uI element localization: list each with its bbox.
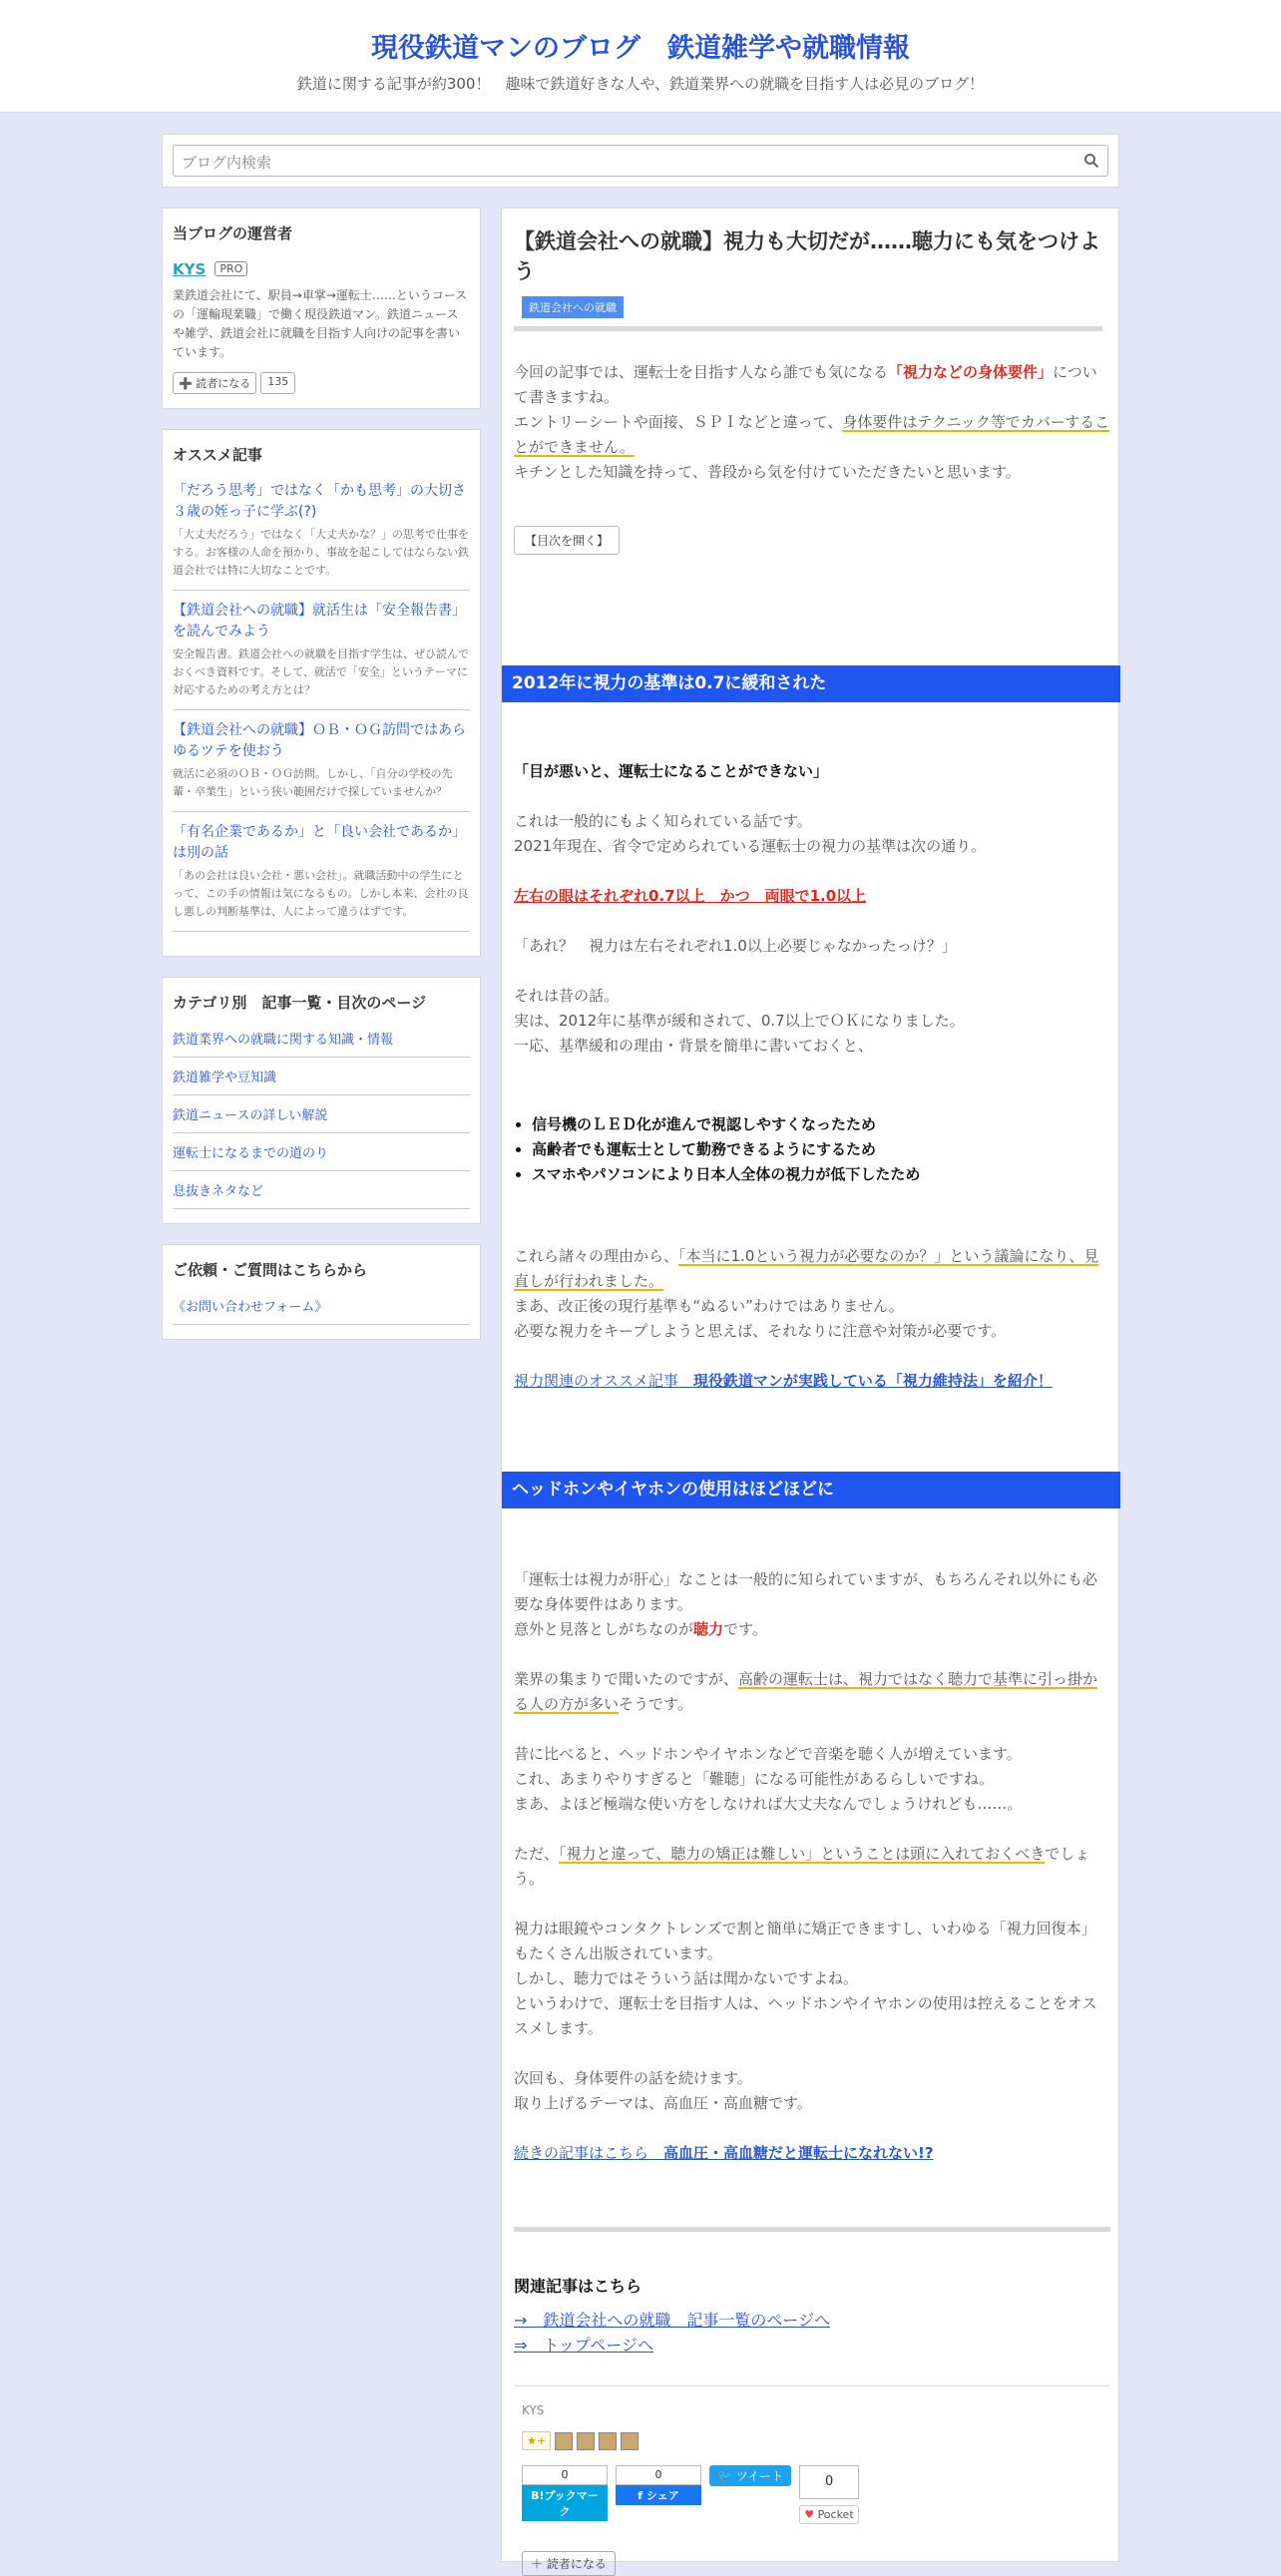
recommended-link[interactable]: 【鉄道会社への就職】就活生は「安全報告書」を読んでみよう <box>173 603 466 640</box>
author-description: 業鉄道会社にて、駅員→車掌→運転士……というコースの「運輸現業職」で働く現役鉄道マン。鉄道ニュースや雑学、鉄道会社に就職を目指す人向けの記事を書いています。 <box>173 288 468 359</box>
text: それは昔の話。 <box>514 987 620 1005</box>
text: です。 <box>723 1620 767 1638</box>
text: 「運転士は視力が肝心」なことは一般的に知られていますが、もちろんそれ以外にも必要な身体要件はあります。 <box>514 1570 1098 1613</box>
paragraph <box>514 1567 1110 1642</box>
highlight-red: 「視力などの身体要件」 <box>888 363 1054 381</box>
avatar[interactable] <box>621 2432 639 2450</box>
recommended-desc: 「あの会社は良い会社・悪い会社」。就職活動中の学生にとって、この手の情報は気になるもの。しかし本来、会社の良し悪しの判断基準は、人によって違うはずです。 <box>173 869 469 918</box>
text: 今回の記事では、運転士を目指す人なら誰でも気になる <box>514 363 889 381</box>
paragraph: 「あれ？ 視力は左右それぞれ1.0以上必要じゃなかったっけ？」 <box>514 937 957 955</box>
text: 業界の集まりで聞いたのですが、 <box>514 1670 739 1688</box>
paragraph <box>514 1244 1110 1344</box>
text: これ、あまりやりすぎると「難聴」になる可能性があるらしいですね。 <box>514 1770 994 1788</box>
section-heading-hearing: ヘッドホンやイヤホンの使用はほどほどに <box>502 1472 1120 1508</box>
facebook-share[interactable] <box>616 2465 701 2505</box>
list-item: • スマホやパソコンにより日本人全体の視力が低下したため <box>532 1162 920 1187</box>
text: でしょう。 <box>514 1845 1090 1888</box>
list-item <box>173 720 470 812</box>
text: 取り上げるテーマは、高血圧・高血糖です。 <box>514 2094 812 2112</box>
avatar[interactable] <box>577 2432 595 2450</box>
related-title: 関連記事はこちら <box>514 2277 642 2296</box>
pocket-button[interactable] <box>799 2505 859 2524</box>
author-name-link[interactable]: KYS <box>173 260 207 278</box>
star-row <box>522 2431 639 2450</box>
marker-text: 「視力と違って、聴力の矯正は難しい」ということは頭に入れておくべき <box>559 1845 1046 1863</box>
paragraph <box>514 809 1110 859</box>
text: 必要な視力をキープしようと思えば、それなりに注意や対策が必要です。 <box>514 1322 1007 1340</box>
paragraph <box>514 1667 1110 1717</box>
recommended-widget <box>162 429 481 957</box>
search-box <box>162 134 1119 188</box>
divider <box>514 2227 1110 2232</box>
reader-count: 135 <box>260 372 295 394</box>
list-item <box>173 601 470 710</box>
recommended-widget-title: オススメ記事 <box>173 446 262 464</box>
entry-author[interactable]: KYS <box>522 2403 545 2417</box>
search-icon[interactable] <box>1083 153 1099 169</box>
pocket-share[interactable] <box>799 2465 859 2524</box>
avatar[interactable] <box>599 2432 617 2450</box>
pro-badge: PRO <box>214 261 247 276</box>
avatar[interactable] <box>555 2432 573 2450</box>
link-title[interactable]: 現役鉄道マンが実践している「視力維持法」を紹介！ <box>692 1372 1053 1390</box>
paragraph <box>514 1842 1110 1892</box>
text: というわけで、運転士を目指す人は、ヘッドホンやイヤホンの使用は控えることをオススメします。 <box>514 1994 1097 2037</box>
divider <box>514 2385 1110 2386</box>
recommended-desc: 就活に必須のＯＢ・ＯＧ訪問。しかし、「自分の学校の先輩・卒業生」という狭い範囲だけで探していませんか？ <box>173 767 453 798</box>
site-header <box>0 0 1281 113</box>
text: キチンとした知識を持って、普段から気を付けていただきたいと思います。 <box>514 463 1021 481</box>
text: そうです。 <box>619 1695 692 1713</box>
text: エントリーシートや面接、ＳＰＩなどと違って、 <box>514 413 843 431</box>
contact-form-link[interactable]: 《お問い合わせフォーム》 <box>173 1296 470 1325</box>
category-link[interactable]: 鉄道ニュースの詳しい解説 <box>173 1095 470 1133</box>
text: 実は、2012年に基準が緩和されて、0.7以上でＯＫになりました。 <box>514 1012 965 1030</box>
contact-widget <box>162 1244 481 1340</box>
article <box>501 208 1119 2571</box>
highlight-red: 聴力 <box>693 1620 724 1638</box>
text: について書きますね。 <box>514 363 1097 406</box>
divider <box>514 326 1102 331</box>
quote-text: 「目が悪いと、運転士になることができない」 <box>514 762 829 780</box>
tweet-button[interactable] <box>709 2465 791 2486</box>
text: 2021年現在、省令で定められている運転士の視力の基準は次の通り。 <box>514 837 987 855</box>
link-prefix[interactable]: 視力関連のオススメ記事 <box>514 1372 693 1390</box>
text: まあ、よほど極端な使い方をしなければ大丈夫なんでしょうけれども……。 <box>514 1795 1023 1813</box>
search-input[interactable] <box>173 145 1108 177</box>
site-description: 鉄道に関する記事が約300！ 趣味で鉄道好きな人や、鉄道業界への就職を目指す人は必見のブログ！ <box>296 75 985 93</box>
sidebar <box>162 208 481 1360</box>
search-placeholder: ブログ内検索 <box>182 154 272 172</box>
section-heading-vision: 2012年に視力の基準は0.7に緩和された <box>502 665 1120 702</box>
category-link[interactable]: 息抜きネタなど <box>173 1171 470 1209</box>
plus-icon: ➕ <box>179 377 193 390</box>
pocket-label: Pocket <box>817 2508 854 2521</box>
profile-widget <box>162 208 481 409</box>
text: まあ、改正後の現行基準も“ぬるい”わけではありません。 <box>514 1297 904 1315</box>
text: 次回も、身体要件の話を続けます。 <box>514 2069 752 2087</box>
contact-widget-title: ご依頼・ご質問はこちらから <box>173 1261 368 1279</box>
text: これら諸々の理由から、 <box>514 1247 679 1265</box>
related-link-category[interactable]: → 鉄道会社への就職 記事一覧のページへ <box>514 2311 831 2330</box>
recommended-desc: 安全報告書。鉄道会社への就職を目指す学生は、ぜひ読んでおくべき資料です。そして、就活で「安全」というテーマに対応するための考え方とは？ <box>173 647 469 696</box>
link-title[interactable]: 高血圧・高血糖だと運転士になれない!? <box>663 2144 934 2162</box>
vision-standard: 左右の眼はそれぞれ0.7以上 かつ 両眼で1.0以上 <box>514 887 867 905</box>
paragraph <box>514 1917 1110 2041</box>
category-widget <box>162 977 481 1224</box>
related-links <box>514 2308 830 2358</box>
marker-text: 高齢の運転士は、視力ではなく聴力で基準に引っ掛かる人の方が多い <box>514 1670 1098 1713</box>
category-badge[interactable]: 鉄道会社への就職 <box>522 296 624 318</box>
hatena-count: 0 <box>522 2465 608 2485</box>
share-buttons <box>522 2465 859 2524</box>
pocket-icon: ♥ <box>804 2508 815 2521</box>
category-link[interactable]: 鉄道雑学や豆知識 <box>173 1058 470 1095</box>
intro-paragraph <box>514 360 1110 485</box>
tweet-label: ツイート <box>735 2469 784 2483</box>
facebook-count: 0 <box>616 2465 701 2485</box>
next-article-link[interactable] <box>514 2141 1110 2166</box>
text: これは一般的にもよく知られている話です。 <box>514 812 812 830</box>
subscribe-label: 読者になる <box>196 377 251 390</box>
paragraph <box>514 1742 1110 1817</box>
follow-button[interactable]: ＋ 読者になる <box>522 2551 616 2576</box>
category-link[interactable]: 鉄道業界への就職に関する知識・情報 <box>173 1029 470 1058</box>
category-link[interactable]: 運転士になるまでの道のり <box>173 1133 470 1171</box>
article-title[interactable]: 【鉄道会社への就職】視力も大切だが……聴力にも気をつけよう <box>514 229 1100 283</box>
profile-widget-title: 当ブログの運営者 <box>173 224 293 242</box>
pocket-count: 0 <box>799 2465 859 2499</box>
subscribe-button[interactable] <box>173 372 256 394</box>
list-item <box>173 822 470 932</box>
facebook-share-button[interactable]: f シェア <box>616 2485 701 2505</box>
text: 昔に比べると、ヘッドホンやイヤホンなどで音楽を聴く人が増えています。 <box>514 1745 1022 1763</box>
twitter-icon: 🐦 <box>717 2469 732 2483</box>
related-link-top[interactable]: ⇒ トップページへ <box>514 2336 653 2355</box>
category-widget-title: カテゴリ別 記事一覧・目次のページ <box>173 994 427 1012</box>
marker-text: 「本当に1.0という視力が必要なのか？」という議論になり、見直しが行われました。 <box>514 1247 1099 1290</box>
text: しかし、聴力ではそういう話は聞かないですよね。 <box>514 1969 859 1987</box>
recommended-link[interactable]: 「有名企業であるか」と「良い会社であるか」は別の話 <box>173 824 466 861</box>
vision-article-link[interactable] <box>514 1369 1110 1394</box>
add-star-button[interactable]: ★+ <box>522 2431 551 2450</box>
list-item: • 高齢者でも運転士として勤務できるようにするため <box>532 1137 920 1162</box>
recommended-link[interactable]: 「だろう思考」ではなく「かも思考」の大切さ ３歳の姪っ子に学ぶ(?) <box>173 483 480 520</box>
recommended-desc: 「大丈夫だろう」ではなく「大丈夫かな？」の思考で仕事をする。お客様の人命を預かり、事故を起こしてはならない鉄道会社では特に大切なことです。 <box>173 528 469 577</box>
text: 意外と見落としがちなのが <box>514 1620 694 1638</box>
paragraph <box>514 984 1110 1059</box>
list-item: • 信号機のＬＥＤ化が進んで視認しやすくなったため <box>532 1112 920 1137</box>
list-item <box>173 481 480 591</box>
paragraph <box>514 2066 1110 2116</box>
site-title[interactable]: 現役鉄道マンのブログ 鉄道雑学や就職情報 <box>371 33 910 64</box>
text: 一応、基準緩和の理由・背景を簡単に書いておくと、 <box>514 1037 874 1055</box>
hatena-bookmark-share[interactable] <box>522 2465 608 2521</box>
text: ただ、 <box>514 1845 560 1863</box>
marker-text: 身体要件はテクニック等でカバーすることができません。 <box>514 413 1110 456</box>
hatena-bookmark-button[interactable]: B!ブックマーク <box>522 2485 608 2521</box>
text: 視力は眼鏡やコンタクトレンズで割と簡単に矯正できますし、いわゆる「視力回復本」もたくさん出版されています。 <box>514 1920 1096 1962</box>
reasons-list <box>532 1112 920 1187</box>
recommended-link[interactable]: 【鉄道会社への就職】ＯＢ・ＯＧ訪問ではあらゆるツテを使おう <box>173 722 466 759</box>
link-prefix[interactable]: 続きの記事はこちら <box>514 2144 664 2162</box>
toc-toggle-button[interactable]: 【目次を開く】 <box>514 526 620 555</box>
